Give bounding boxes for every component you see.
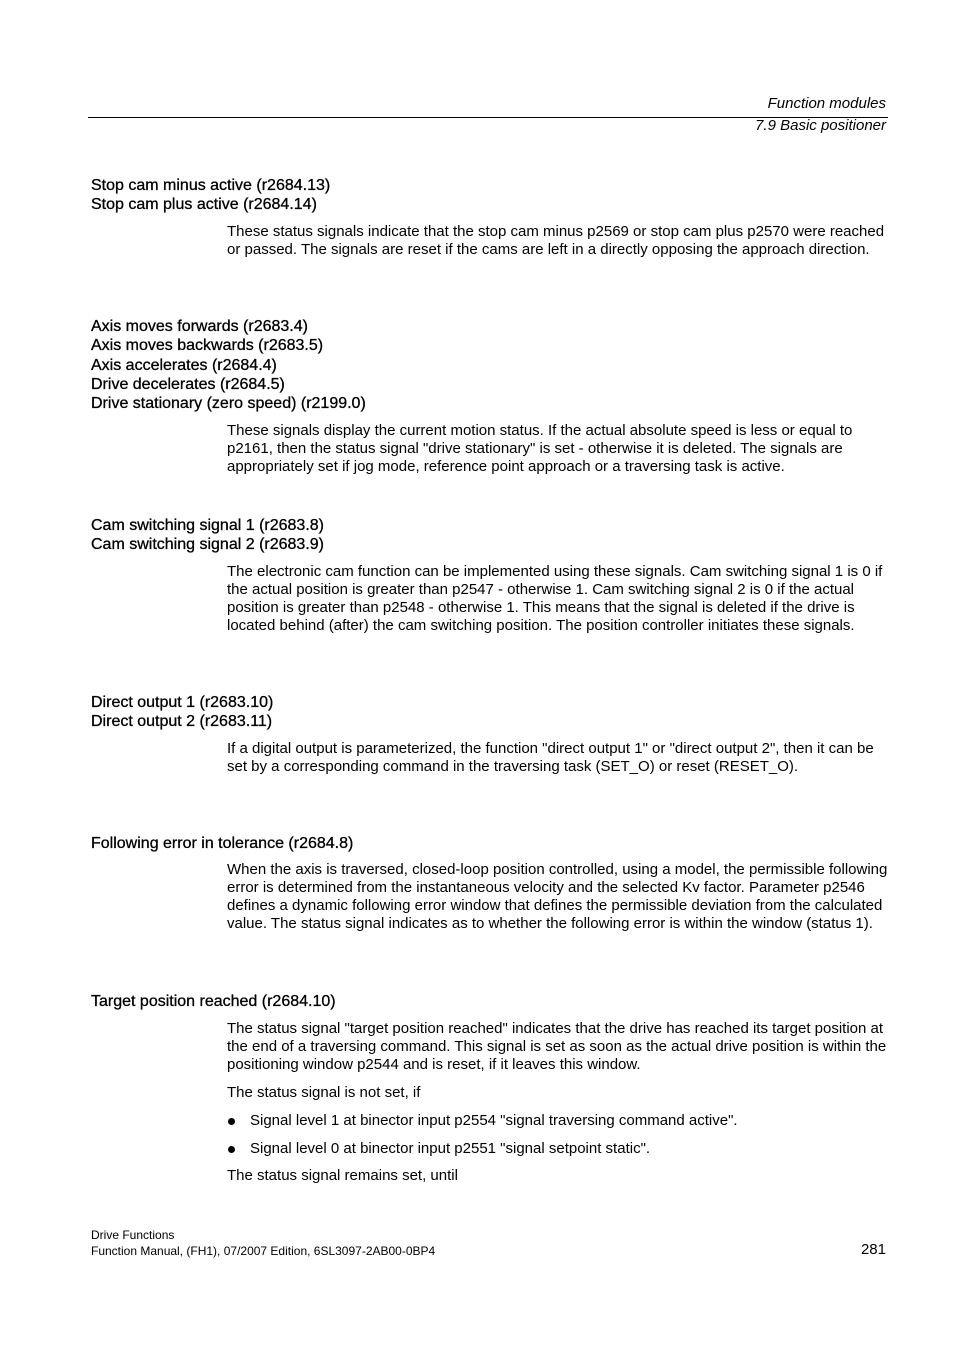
paragraph-text: The electronic cam function can be implemented using these signals. Cam switching signal 1 is 0 if the actual position is greater than p2547 - otherwise 1. Cam switching signal 2 is 0 if the actual position is greater than p2548 - otherwise 1. This means that the signal is deleted if the drive is located behind (after) the cam switching position. The position controller initiates these signals. (227, 563, 883, 635)
paragraph-text: These status signals indicate that the stop cam minus p2569 or stop cam plus p2570 were reached or passed. The signals are reset if the cams are left in a directly opposing the approach direction. (227, 223, 885, 259)
list-item-text: Signal level 0 at binector input p2551 "signal setpoint static". (250, 1140, 651, 1157)
paragraph-direct-output (227, 740, 889, 776)
heading-line: Drive decelerates (r2684.5) (91, 375, 285, 393)
heading-line: Axis moves forwards (r2683.4) (91, 318, 308, 335)
footer-edition: Function Manual, (FH1), 07/2007 Edition, 6SL3097-2AB00-0BP4 (91, 1244, 436, 1258)
heading-line: Drive stationary (zero speed) (r2199.0) (91, 395, 366, 413)
paragraph-remains-set (227, 1167, 889, 1185)
paragraph-following-error (227, 861, 889, 933)
list-item-text: Signal level 1 at binector input p2554 "signal traversing command active". (250, 1112, 738, 1129)
paragraph-motion-status (227, 422, 889, 476)
heading-line: Direct output 2 (r2683.11) (91, 713, 273, 731)
heading-line: Stop cam minus active (r2684.13) (91, 177, 331, 194)
bullet-icon (228, 1146, 235, 1153)
section-heading-cam-switching (91, 516, 324, 555)
section-heading-motion-status (91, 317, 366, 413)
paragraph-text: These signals display the current motion status. If the actual absolute speed is less or equal to p2161, then the status signal "drive stationary" is set - otherwise it is deleted. The signals are appropriately set if jog mode, reference point approach or a traversing task is active. (227, 422, 853, 476)
heading-line: Axis accelerates (r2684.4) (91, 356, 277, 374)
section-heading-target-position (91, 992, 336, 1011)
section-heading-following-error (91, 834, 353, 853)
heading-line: Stop cam plus active (r2684.14) (91, 196, 317, 214)
heading-line: Axis moves backwards (r2683.5) (91, 337, 324, 355)
paragraph-not-set-intro (227, 1084, 889, 1102)
paragraph-text: The status signal remains set, until (227, 1167, 458, 1184)
paragraph-text: The status signal is not set, if (227, 1084, 421, 1101)
running-header-section: 7.9 Basic positioner (755, 117, 886, 134)
paragraph-stop-cam (227, 223, 889, 259)
heading-line: Direct output 1 (r2683.10) (91, 694, 274, 711)
paragraph-text: If a digital output is parameterized, the function "direct output 1" or "direct output 2", then it can be set by a corresponding command in the traversing task (SET_O) or reset (RESET_O). (227, 740, 874, 776)
running-header-chapter: Function modules (767, 95, 886, 112)
heading-line: Following error in tolerance (r2684.8) (91, 835, 354, 852)
heading-line: Cam switching signal 1 (r2683.8) (91, 517, 324, 534)
paragraph-cam-switching (227, 563, 889, 635)
paragraph-text: The status signal "target position reached" indicates that the drive has reached its target position at the end of a traversing command. This signal is set as soon as the actual drive position is within the positioning window p2544 and is reset, if it leaves this window. (227, 1020, 887, 1074)
paragraph-text: When the axis is traversed, closed-loop position controlled, using a model, the permissible following error is determined from the instantaneous velocity and the selected Kv factor. Parameter p2546 defines a dynamic following error window that defines the permissible deviation from the calculated value. The status signal indicates as to whether the following error is within the window (status 1). (227, 861, 888, 933)
footer-title: Drive Functions (91, 1228, 175, 1242)
paragraph-target-position (227, 1020, 889, 1074)
section-heading-stop-cam (91, 176, 330, 215)
heading-line: Cam switching signal 2 (r2683.9) (91, 536, 324, 554)
page-number: 281 (860, 1241, 886, 1258)
section-heading-direct-output (91, 693, 273, 732)
bullet-icon (228, 1118, 235, 1125)
heading-line: Target position reached (r2684.10) (91, 993, 336, 1010)
